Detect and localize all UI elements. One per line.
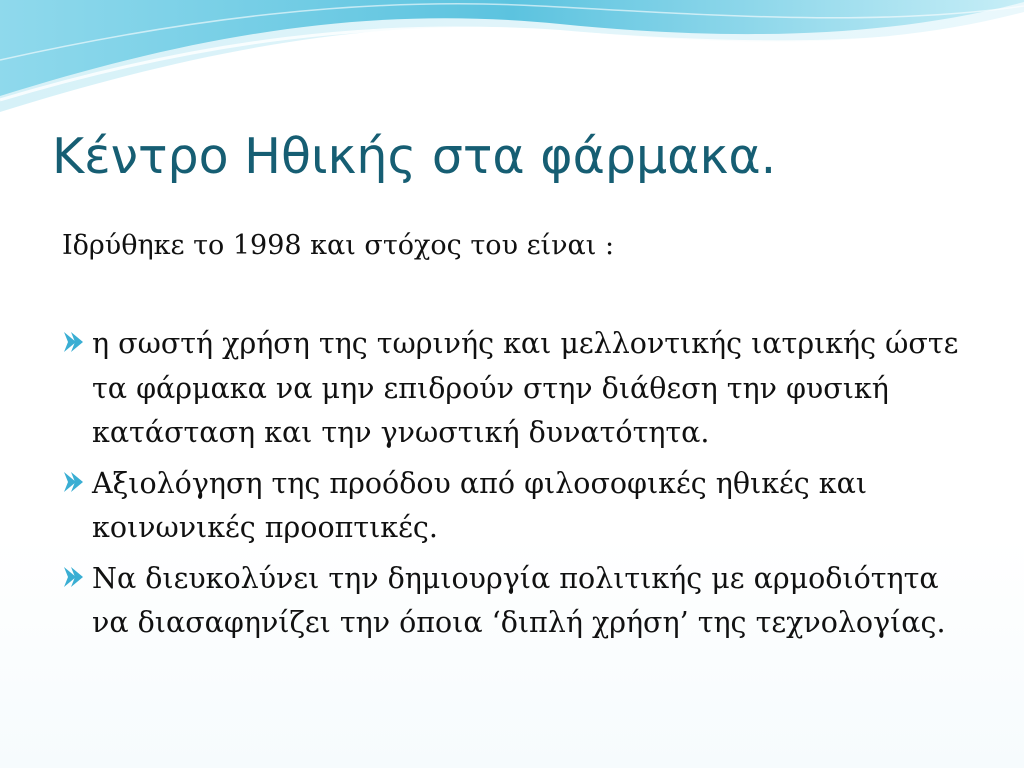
slide-title: Κέντρο Ηθικής στα φάρμακα. <box>52 128 777 185</box>
bullet-item <box>62 462 962 551</box>
intro-text: Ιδρύθηκε το 1998 και στόχος του είναι : <box>62 230 615 261</box>
bullet-text: Αξιολόγηση της προόδου από φιλοσοφικές ηθικές και κοινωνικές προοπτικές. <box>92 466 868 544</box>
chevron-right-arrow-icon <box>62 329 88 355</box>
chevron-right-arrow-icon <box>62 564 88 590</box>
bullet-text: Να διευκολύνει την δημιουργία πολιτικής με αρμοδιότητα να διασαφηνίζει την όποια ‘διπλή χρήση’ της τεχνολογίας. <box>92 561 946 639</box>
bullet-item <box>62 322 962 456</box>
bullet-item <box>62 557 962 646</box>
header-wave-decoration <box>0 0 1024 120</box>
bullet-text: η σωστή χρήση της τωρινής και μελλοντικής ιατρικής ώστε τα φάρμακα να μην επιδρούν στην διάθεση την φυσική κατάσταση και την γνωστική δυνατότητα. <box>92 327 959 449</box>
bullet-list <box>62 322 962 646</box>
slide-body <box>62 226 962 646</box>
chevron-right-arrow-icon <box>62 469 88 495</box>
